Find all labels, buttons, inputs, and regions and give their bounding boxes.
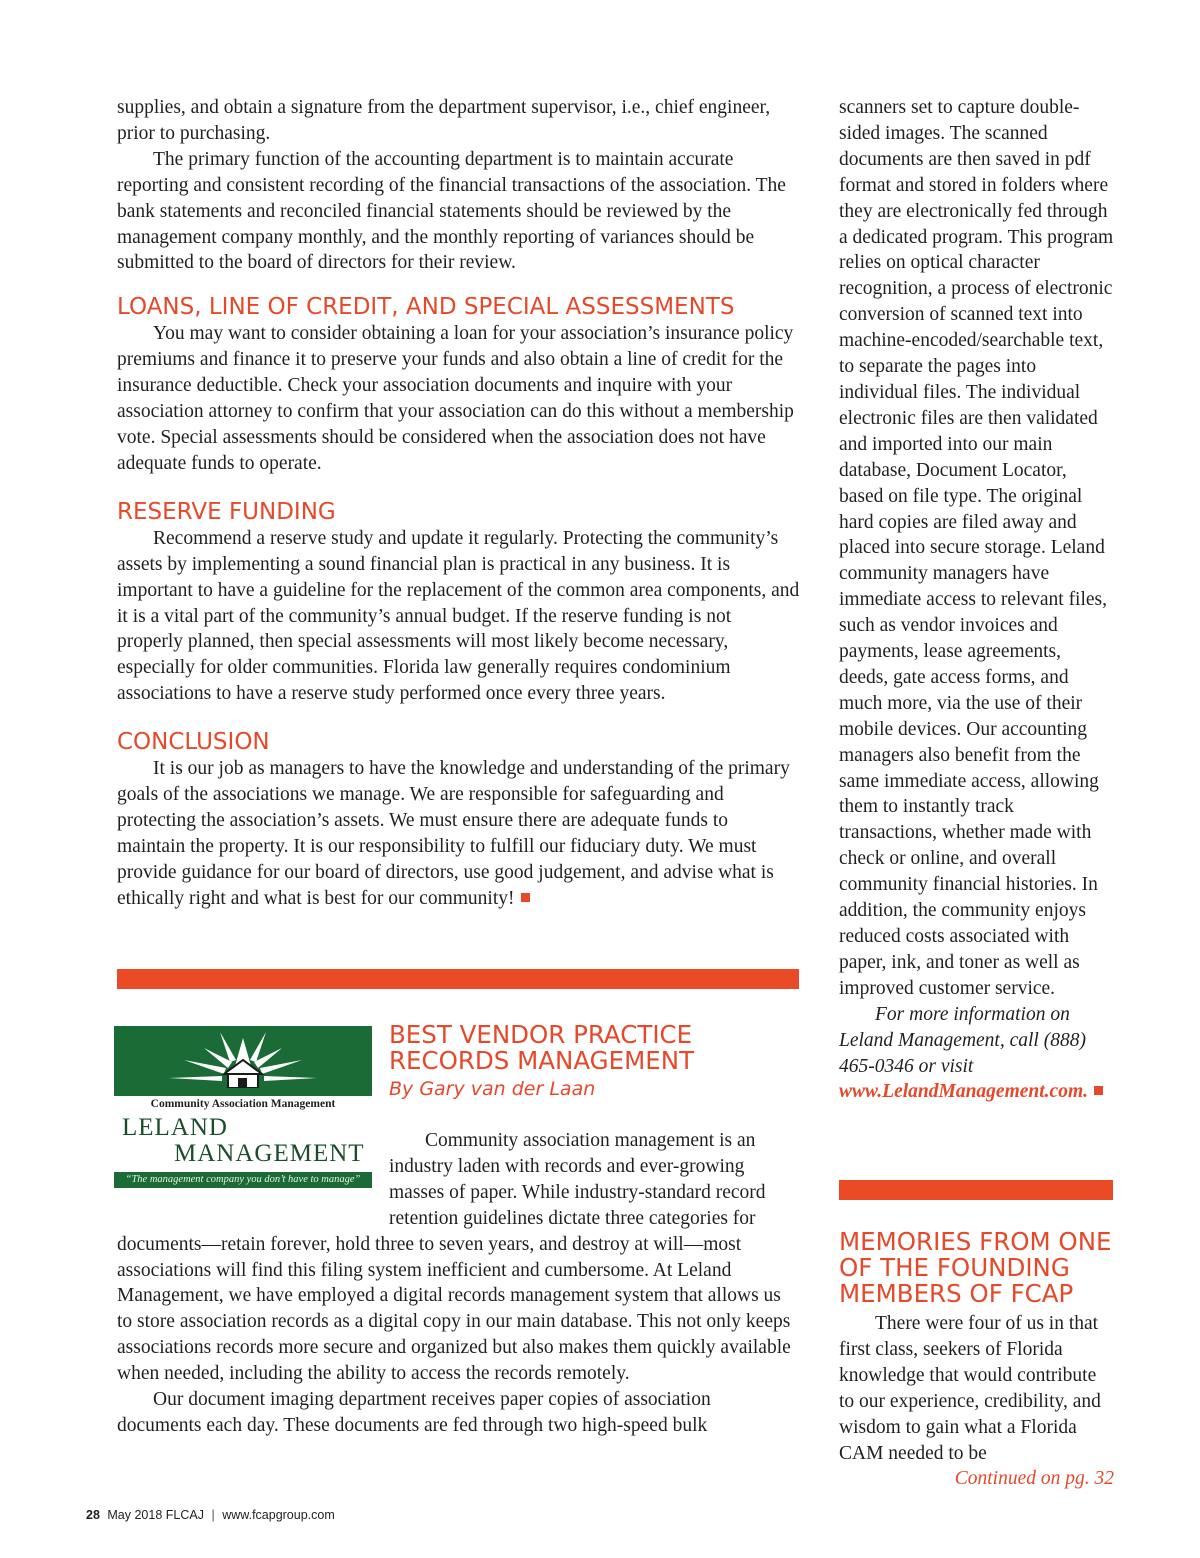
section-body-conclusion: It is our job as managers to have the knowledge and understanding of the primary goals of the associations we manage. We are responsible for safeguarding and protecting the association’s assets. We must ensure there are adequate funds to maintain the property. It is our responsibility to fulfill our fiduciary duty. We must provide guidance for our board of directors, use good judgement, and advise what is ethically right and what is best for our community! — [117, 758, 790, 909]
logo-float-spacer — [117, 1128, 389, 1208]
sunburst-house-icon — [114, 1026, 372, 1096]
footer-website[interactable]: www.fcapgroup.com — [222, 1508, 335, 1522]
logo-name-line2: MANAGEMENT — [174, 1140, 365, 1167]
vendor-paragraph-2: Our document imaging department receives paper copies of association documents each day. These documents are fed through two high-speed bulk — [117, 1389, 711, 1436]
publication-name: FLCAJ — [165, 1508, 204, 1522]
footer-separator: | — [211, 1508, 215, 1522]
page-number: 28 — [86, 1508, 100, 1522]
left-column — [117, 95, 800, 912]
end-mark-icon — [1094, 1086, 1103, 1095]
intro-paragraph-2: The primary function of the accounting department is to maintain accurate reporting and consistent recording of the financial transactions of the association. The bank statements and reconciled financial statements should be reviewed by the management company monthly, and the monthly reporting of variances should be submitted to the board of directors for their review. — [117, 148, 786, 274]
section-body-loans: You may want to consider obtaining a loan for your association’s insurance policy premiums and finance it to preserve your funds and also obtain a line of credit for the insurance deductible. Check your association documents and inquire with your association attorney to confirm that your association can do this without a membership vote. Special assessments should be considered when the association does not have adequate funds to operate. — [117, 323, 794, 474]
vendor-heading-line2: RECORDS MANAGEMENT — [389, 1046, 695, 1075]
section-heading-loans: LOANS, LINE OF CREDIT, AND SPECIAL ASSESSMENTS — [117, 294, 735, 321]
logo-banner — [114, 1026, 372, 1096]
memories-section — [839, 1229, 1114, 1492]
section-divider-left — [117, 969, 799, 989]
memories-body: There were four of us in that first class, seekers of Florida knowledge that would contribute to our experience, credibility, and wisdom to gain what a Florida CAM needed to be — [839, 1313, 1101, 1464]
logo-tagline: “The management company you don’t have to manage” — [114, 1172, 372, 1188]
section-body-reserve: Recommend a reserve study and update it regularly. Protecting the community’s assets by implementing a sound financial plan is practical in any business. It is important to have a guideline for the replacement of the common area components, and it is a vital part of the community’s annual budget. If the reserve funding is not properly planned, then special assessments will most likely become necessary, especially for older communities. Florida law generally requires condominium associations to have a reserve study performed once every three years. — [117, 527, 800, 705]
issue-date: May 2018 — [107, 1508, 163, 1522]
vendor-byline: By Gary van der Laan — [389, 1078, 596, 1100]
intro-paragraph-1: supplies, and obtain a signature from the department supervisor, i.e., chief engineer, prior to purchasing. — [117, 97, 771, 144]
vendor-heading-line1: BEST VENDOR PRACTICE — [389, 1020, 693, 1049]
vendor-article-heading — [389, 1022, 799, 1104]
section-divider-right — [839, 1180, 1113, 1200]
vendor-continuation: scanners set to capture double-sided images. The scanned documents are then saved in pdf format and stored in folders where they are electronically fed through a dedicated program. This program relies on optical character recognition, a process of electronic conversion of scanned text into machine-encoded/searchable text, to separate the pages into individual files. The individual electronic files are then validated and imported into our main database, Document Locator, based on file type. The original hard copies are filed away and placed into secure storage. Leland community managers have immediate access to relevant files, such as vendor invoices and payments, lease agreements, deeds, gate access forms, and much more, via the use of their mobile devices. Our accounting managers also benefit from the same immediate access, allowing them to instantly track transactions, whether made with check or online, and overall community financial histories. In addition, the community enjoys reduced costs associated with paper, ink, and toner as well as improved customer service. — [839, 97, 1114, 999]
end-mark-icon — [521, 893, 530, 902]
leland-website-link[interactable]: www.LelandManagement.com. — [839, 1081, 1088, 1103]
logo-name-line1: LELAND — [122, 1114, 228, 1141]
vendor-paragraph-1: Community association management is an industry laden with records and ever-growing masses of paper. While industry-standard record retention guidelines dictate three categories for documents—retain forever, hold three to seven years, and destroy at will—most associations will find this filing system inefficient and cumbersome. At Leland Management, we have employed a digital records management system that allows us to store association records as a digital copy in our main database. This not only keeps associations records more secure and organized but also makes them quickly available when needed, including the ability to access the records remotely. — [117, 1130, 791, 1385]
section-heading-reserve: RESERVE FUNDING — [117, 498, 336, 525]
vendor-article-body — [117, 1128, 800, 1439]
logo-caption: Community Association Management — [150, 1098, 336, 1110]
section-heading-conclusion: CONCLUSION — [117, 729, 270, 756]
memories-heading: MEMORIES FROM ONE OF THE FOUNDING MEMBERS OF FCAP — [839, 1227, 1112, 1308]
page-footer — [86, 1508, 335, 1522]
right-column — [839, 95, 1114, 1105]
more-info: For more information on Leland Management, call (888) 465-0346 or visit www.LelandManagement.com. — [839, 1002, 1114, 1106]
continued-note[interactable]: Continued on pg. 32 — [954, 1468, 1114, 1490]
